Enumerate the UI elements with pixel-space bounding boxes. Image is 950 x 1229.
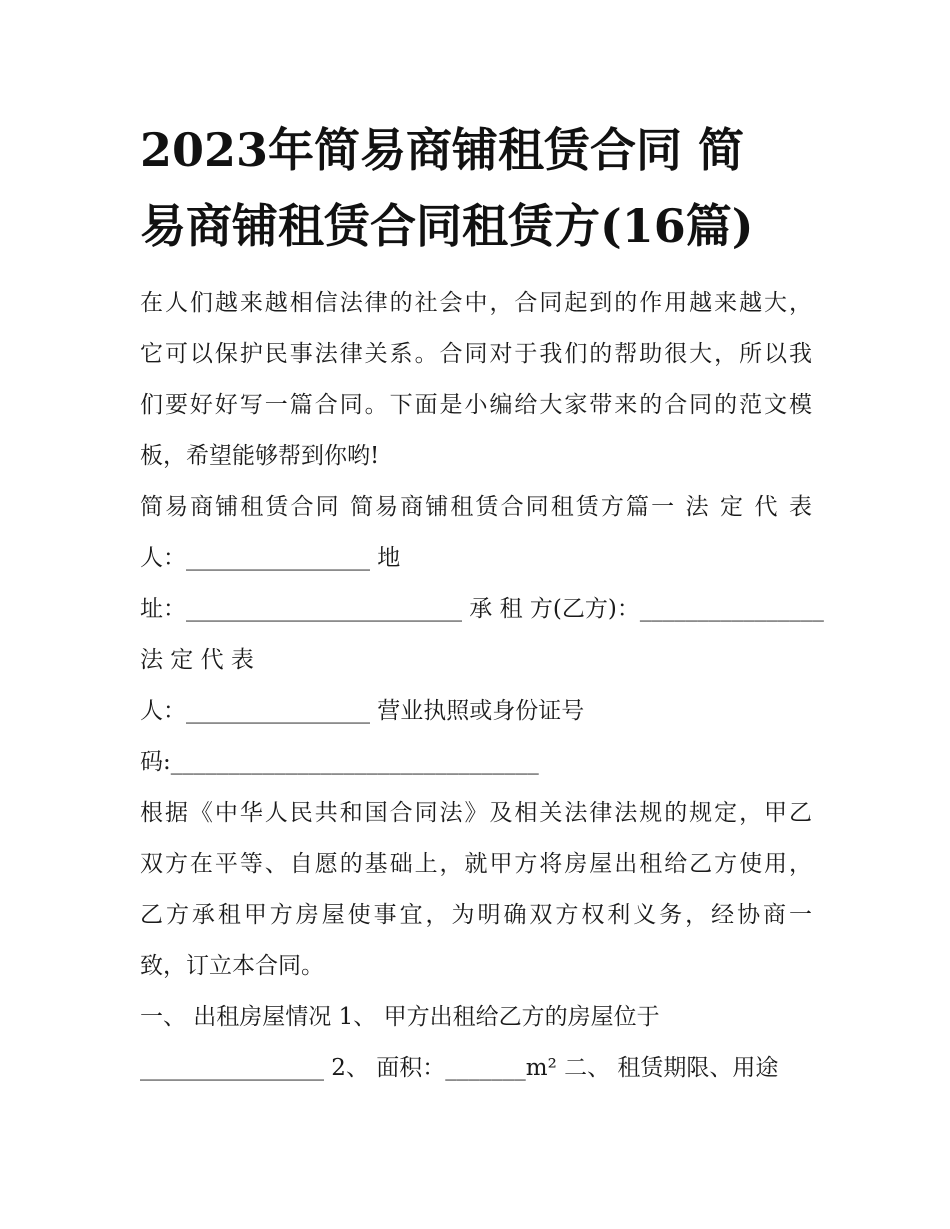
document-title (140, 112, 812, 264)
body-line: ________________ 2、 面积：_______m² 二、 租赁期限、用途 (140, 1055, 779, 1081)
document-body (140, 278, 824, 1094)
body-line: 致，订立本合同。 (140, 953, 324, 979)
body-line: 在人们越来越相信法律的社会中，合同起到的作用越来越大， (140, 290, 812, 316)
title-line: 2023年简易商铺租赁合同 简 (140, 123, 745, 177)
body-line: 根据《中华人民共和国合同法》及相关法律法规的规定，甲乙 (140, 800, 812, 826)
title-line: 易商铺租赁合同租赁方(16篇) (140, 199, 754, 253)
body-line: 双方在平等、自愿的基础上，就甲方将房屋出租给乙方使用， (140, 851, 812, 877)
body-line: 址：________________________ 承 租 方(乙方)：________________ (140, 596, 824, 622)
body-line: 码:________________________________ (140, 749, 539, 775)
body-line: 简易商铺租赁合同 简易商铺租赁合同租赁方篇一 法 定 代 表 (140, 494, 812, 520)
document-page (140, 0, 824, 1229)
body-line: 法 定 代 表 (140, 647, 254, 673)
body-line: 乙方承租甲方房屋使事宜，为明确双方权利义务，经协商一 (140, 902, 812, 928)
body-line: 板，希望能够帮到你哟! (140, 443, 380, 469)
body-line: 一、 出租房屋情况 1、 甲方出租给乙方的房屋位于 (140, 1004, 660, 1030)
body-line: 人：________________ 营业执照或身份证号 (140, 698, 585, 724)
body-line: 人：________________ 地 (140, 545, 401, 571)
body-line: 们要好好写一篇合同。下面是小编给大家带来的合同的范文模 (140, 392, 812, 418)
body-line: 它可以保护民事法律关系。合同对于我们的帮助很大，所以我 (140, 341, 812, 367)
